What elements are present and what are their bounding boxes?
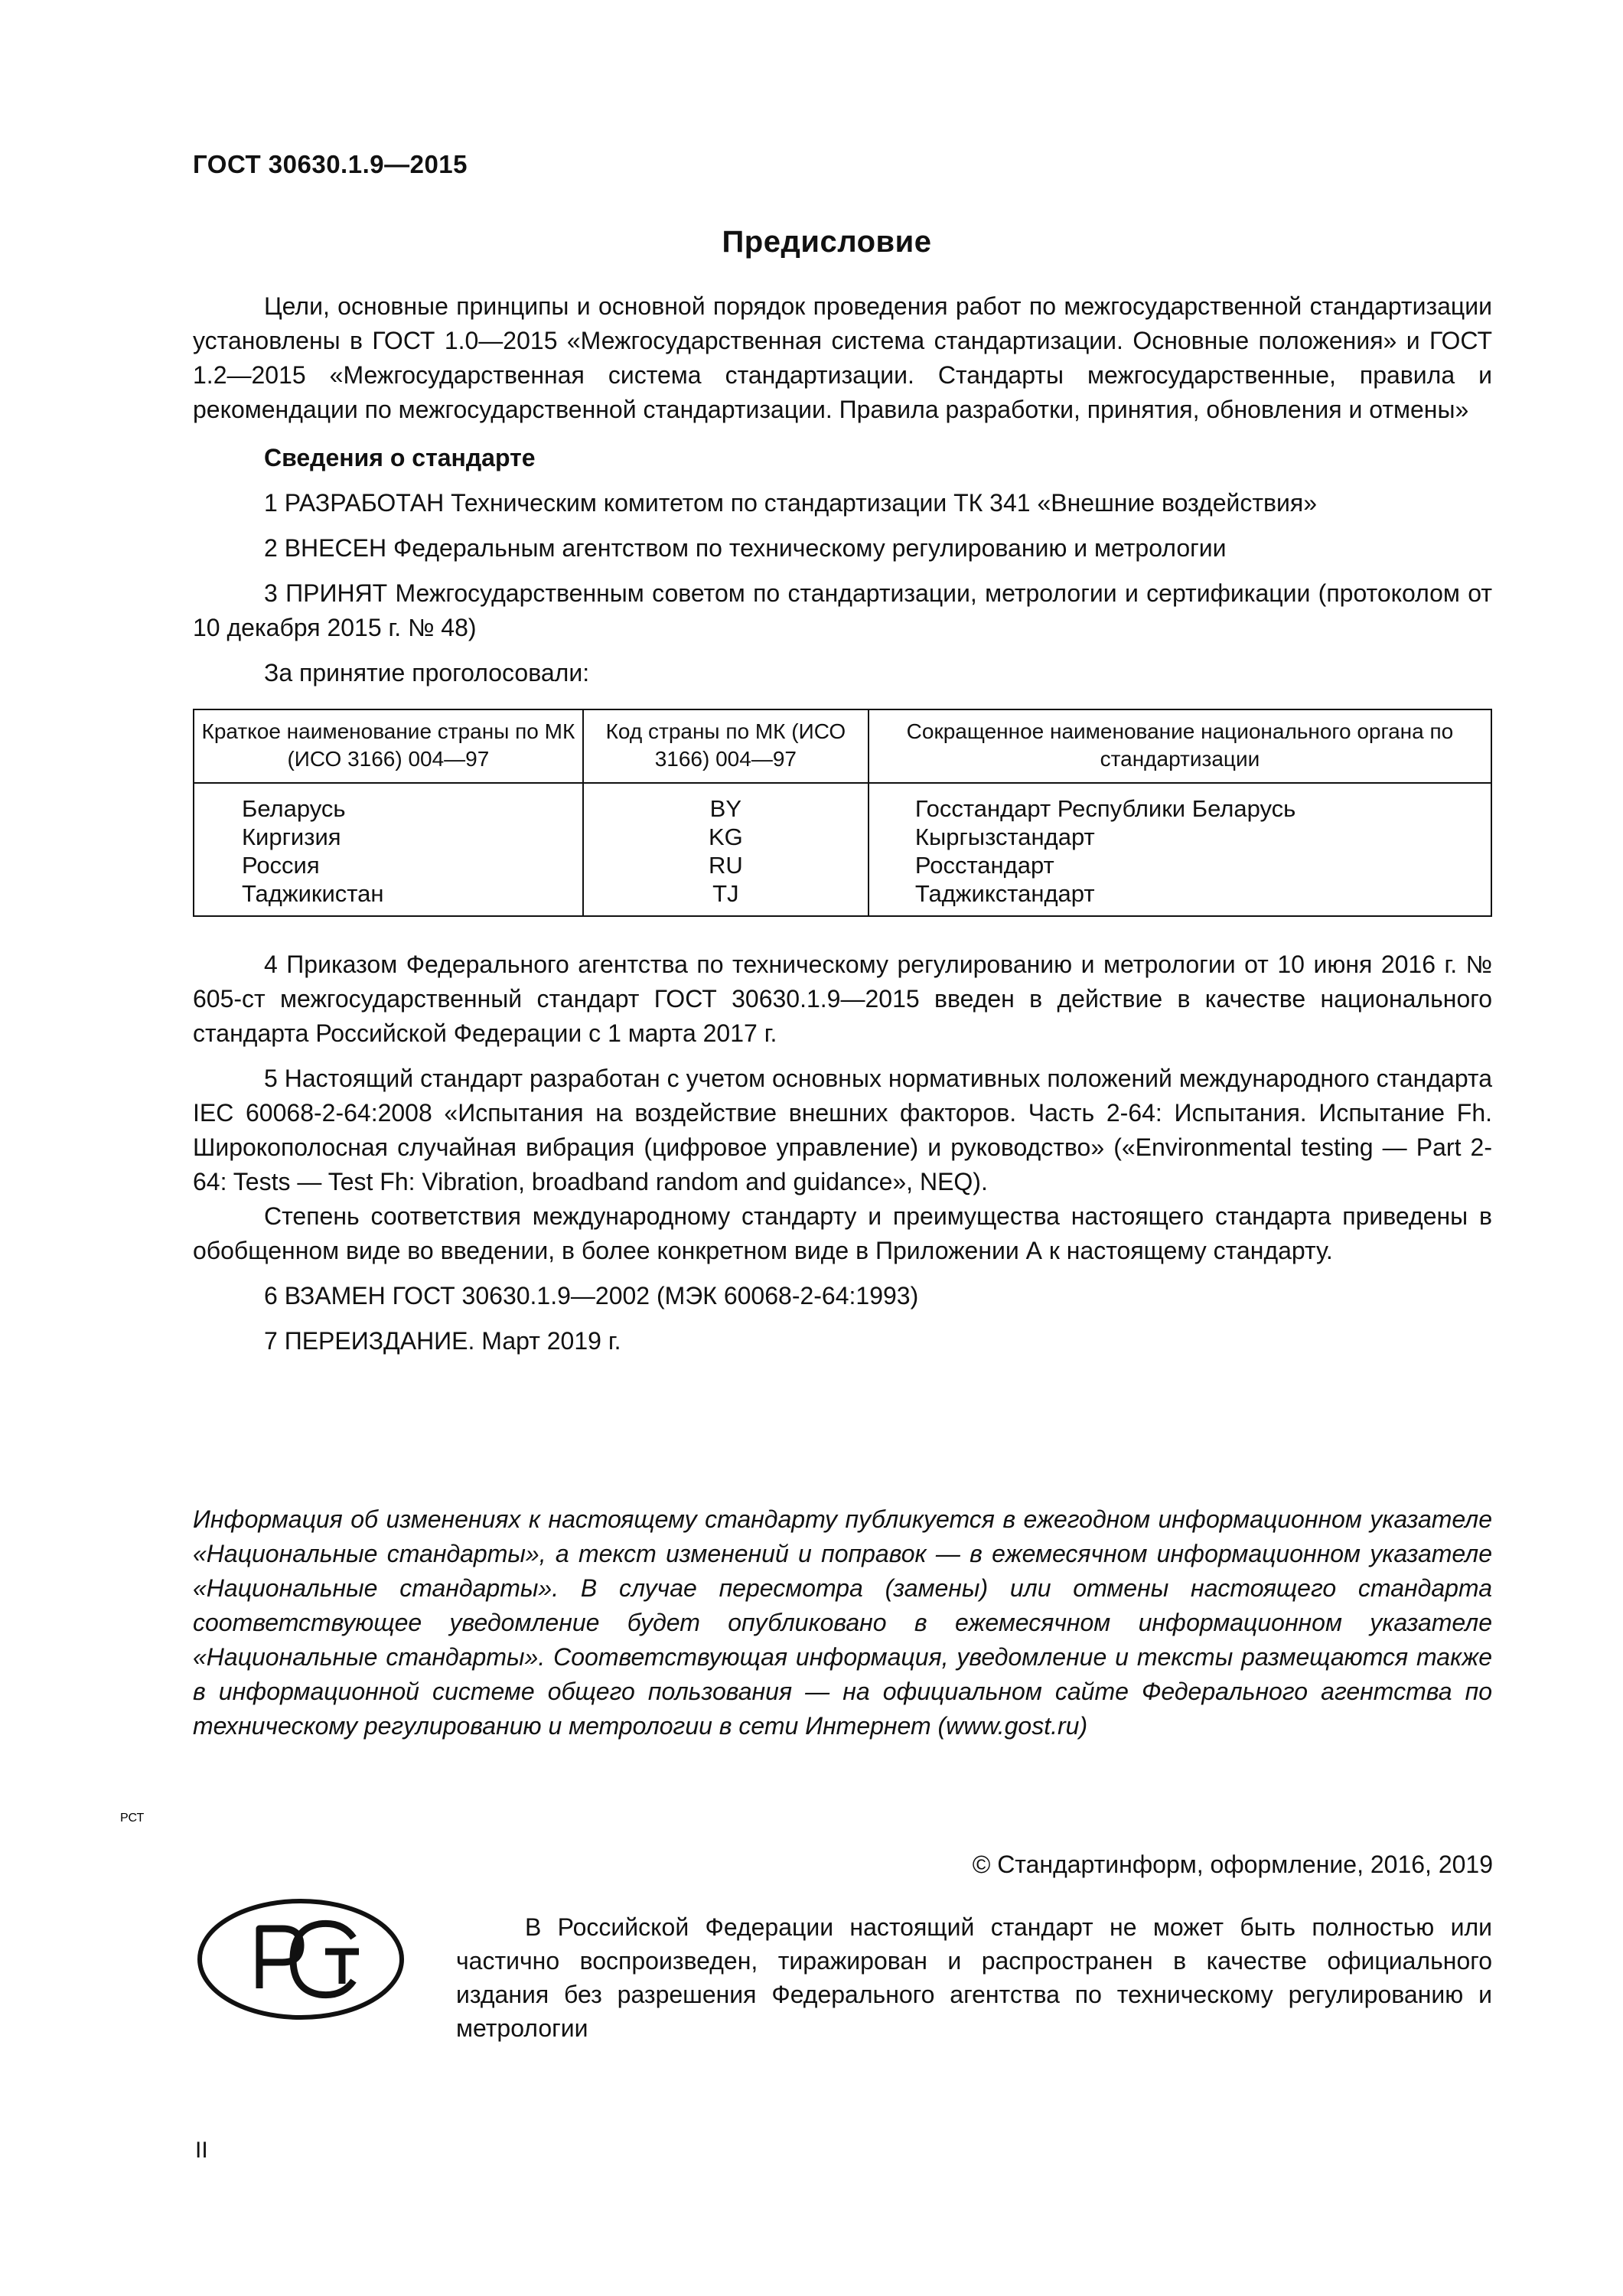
- cell-code: KG: [583, 823, 869, 851]
- cell-country: Россия: [194, 851, 583, 879]
- page-title: Предисловие: [722, 225, 932, 259]
- item-3: 3 ПРИНЯТ Межгосударственным советом по стандартизации, метрологии и сертификации (протоколом от 10 декабря 2015 г. № 48): [193, 579, 1492, 641]
- item-4: 4 Приказом Федерального агентства по техническому регулированию и метрологии от 10 июня 2016 г. № 605-ст межгосударственный стандарт ГОСТ 30630.1.9—2015 введен в действие в качестве национального стандарта Российской Федерации с 1 марта 2017 г.: [193, 951, 1492, 1047]
- cell-body: Кыргызстандарт: [869, 823, 1491, 851]
- cell-code: BY: [583, 794, 869, 823]
- table-row: [194, 851, 1491, 879]
- document-id-header: ГОСТ 30630.1.9—2015: [193, 150, 468, 178]
- table-row: [194, 823, 1491, 851]
- item-5-conformity: Степень соответствия международному стандарту и преимущества настоящего стандарта приведены в обобщенном виде во введении, в более конкретном виде в Приложении А к настоящему стандарту.: [193, 1202, 1492, 1264]
- cell-body: Росстандарт: [869, 851, 1491, 879]
- cell-body: Госстандарт Республики Беларусь: [869, 794, 1491, 823]
- logo-text: РСТ: [120, 1812, 145, 1825]
- table-row: [194, 879, 1491, 916]
- table-header-code: Код страны по МК (ИСО 3166) 004—97: [583, 709, 869, 783]
- cell-body: Таджикстандарт: [869, 879, 1491, 916]
- cell-country: Киргизия: [194, 823, 583, 851]
- item-5: 5 Настоящий стандарт разработан с учетом основных нормативных положений международного стандарта IEC 60068-2-64:2008 «Испытания на воздействие внешних факторов. Часть 2-64: Испытания. Испытание Fh. Широкополосная случайная вибрация (цифровое управление) и руководство» («Environmental testing — Part 2-64: Tests — Test Fh: Vibration, broadband random and guidance», NEQ).: [193, 1065, 1492, 1195]
- cell-code: RU: [583, 851, 869, 879]
- cell-country: Таджикистан: [194, 879, 583, 916]
- table-header-body: Сокращенное наименование национального органа по стандартизации: [869, 709, 1491, 783]
- cell-country: Беларусь: [194, 794, 583, 823]
- item-2: 2 ВНЕСЕН Федеральным агентством по техническому регулированию и метрологии: [264, 534, 1227, 562]
- item-1: 1 РАЗРАБОТАН Техническим комитетом по стандартизации ТК 341 «Внешние воздействия»: [264, 489, 1318, 517]
- foreword-body: [193, 289, 1492, 1358]
- votes-label: За принятие проголосовали:: [264, 659, 590, 687]
- section-heading: Сведения о стандарте: [264, 444, 536, 471]
- page-number: II: [195, 2138, 208, 2163]
- rst-logo-icon: [120, 1812, 405, 2020]
- copyright-line: © Стандартинформ, оформление, 2016, 2019: [972, 1851, 1493, 1878]
- table-row: [194, 794, 1491, 823]
- table-header-country: Краткое наименование страны по МК (ИСО 3166) 004—97: [194, 709, 583, 783]
- amendments-notice: Информация об изменениях к настоящему стандарту публикуется в ежегодном информационном указателе «Национальные стандарты», а текст изменений и поправок — в ежемесячном информационном указателе «Национальные стандарты». В случае пересмотра (замены) или отмены настоящего стандарта соответствующее уведомление будет опубликовано в ежемесячном информационном указателе «Национальные стандарты». Соответствующая информация, уведомление и тексты размещаются также в информационной системе общего пользования — на официальном сайте Федерального агентства по техническому регулированию и метрологии в сети Интернет (www.gost.ru): [193, 1505, 1492, 1740]
- item-6: 6 ВЗАМЕН ГОСТ 30630.1.9—2002 (МЭК 60068-2-64:1993): [264, 1282, 919, 1309]
- votes-table: [193, 709, 1492, 917]
- cell-code: TJ: [583, 879, 869, 916]
- item-7: 7 ПЕРЕИЗДАНИЕ. Март 2019 г.: [264, 1327, 621, 1355]
- intro-paragraph: Цели, основные принципы и основной порядок проведения работ по межгосударственной стандартизации установлены в ГОСТ 1.0—2015 «Межгосударственная система стандартизации. Основные положения» и ГОСТ 1.2—2015 «Межгосударственная система стандартизации. Стандарты межгосударственные, правила и рекомендации по межгосударственной стандартизации. Правила разработки, принятия, обновления и отмены»: [193, 292, 1492, 423]
- reproduction-rights-notice: В Российской Федерации настоящий стандарт не может быть полностью или частично воспроизведен, тиражирован и распространен в качестве официального издания без разрешения Федерального агентства по техническому регулированию и метрологии: [456, 1913, 1492, 2042]
